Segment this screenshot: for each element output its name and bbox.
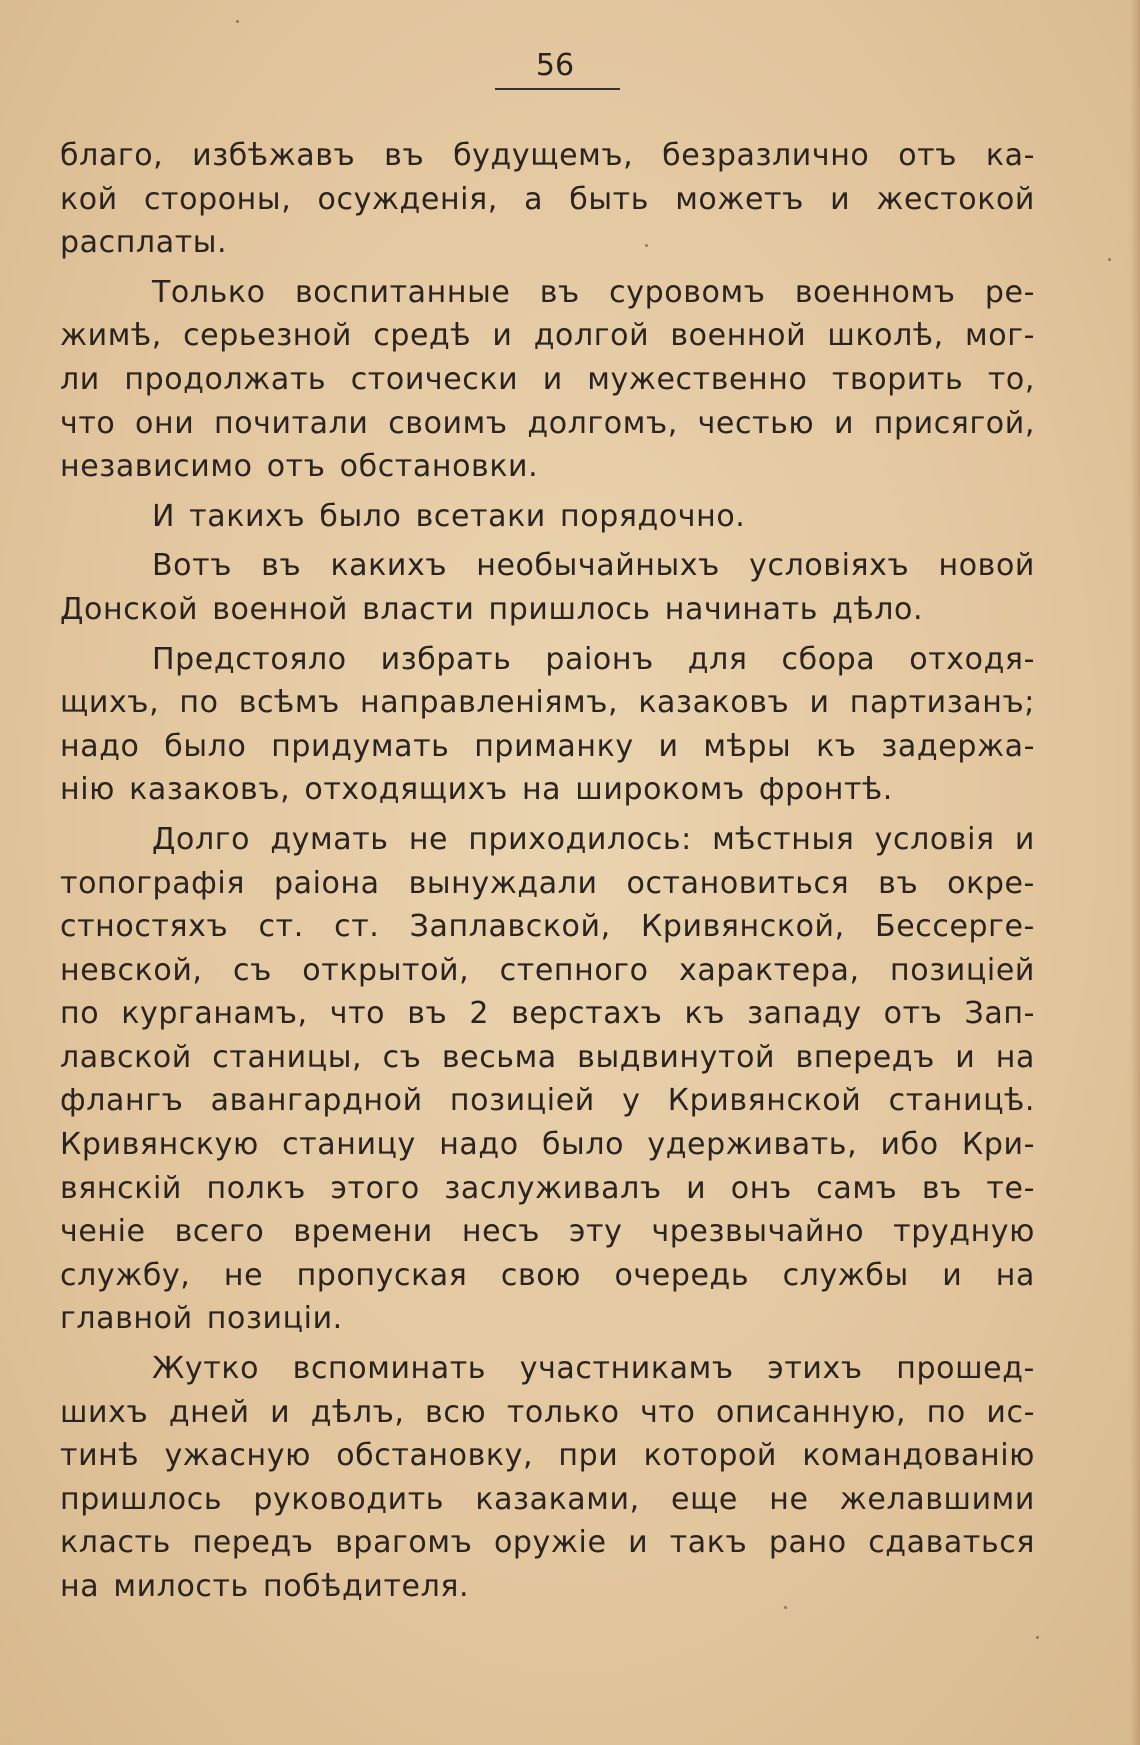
text-line: нію казаковъ, отходящихъ на широкомъ фронтѣ. — [60, 772, 893, 808]
text-line: топографія раіона вынуждали остановиться въ окре- — [60, 865, 1035, 901]
paragraph — [60, 818, 1035, 1341]
paragraph — [60, 134, 1035, 265]
paragraph — [60, 271, 1035, 489]
paper-speck — [645, 244, 648, 247]
text-line: вянскій полкъ этого заслуживалъ и онъ самъ въ те- — [60, 1170, 1035, 1206]
text-line: Долго думать не приходилось: мѣстныя условія и — [152, 821, 1035, 857]
text-line: шихъ дней и дѣлъ, всю только что описанную, по ис- — [60, 1394, 1035, 1430]
text-line: щихъ, по всѣмъ направленіямъ, казаковъ и партизанъ; — [60, 685, 1035, 721]
text-line: лавской станицы, съ весьма выдвинутой впередъ и на — [60, 1039, 1035, 1075]
text-line: жимѣ, серьезной средѣ и долгой военной школѣ, мог- — [60, 318, 1035, 354]
text-line: стностяхъ ст. ст. Заплавской, Кривянской, Бессерге- — [60, 909, 1035, 945]
text-line: благо, избѣжавъ въ будущемъ, безразлично отъ ка- — [60, 138, 1035, 173]
text-line: ли продолжать стоически и мужественно творить то, — [60, 361, 1035, 397]
text-line: Кривянскую станицу надо было удерживать, ибо Кри- — [60, 1127, 1035, 1163]
text-line: главной позиціи. — [60, 1301, 343, 1337]
page-number-rule — [495, 88, 620, 90]
paragraph — [60, 1347, 1035, 1609]
text-line: флангъ авангардной позиціей у Кривянской станицѣ. — [60, 1083, 1035, 1119]
page-number: 56 — [535, 48, 575, 83]
text-line: расплаты. — [60, 225, 228, 261]
text-line: Только воспитанные въ суровомъ военномъ ре- — [152, 274, 1035, 310]
text-line: что они почитали своимъ долгомъ, честью и присягой, — [60, 405, 1035, 441]
text-line: тинѣ ужасную обстановку, при которой командованію — [60, 1438, 1035, 1474]
paper-speck — [1108, 258, 1111, 261]
text-line: на милость побѣдителя. — [60, 1569, 470, 1604]
page-edge-shadow — [1130, 0, 1140, 1745]
text-line: службу, не пропуская свою очередь службы и на — [60, 1257, 1035, 1293]
text-line: ченіе всего времени несъ эту чрезвычайно трудную — [60, 1214, 1035, 1250]
paper-speck — [784, 1606, 787, 1609]
text-line: невской, съ открытой, степного характера, позиціей — [60, 952, 1035, 988]
text-line: класть передъ врагомъ оружіе и такъ рано сдаваться — [60, 1525, 1035, 1561]
text-line: пришлось руководить казаками, еще не желавшими — [60, 1481, 1035, 1517]
text-line: надо было придумать приманку и мѣры къ задержа- — [60, 728, 1035, 764]
paragraph — [60, 495, 1035, 539]
text-line: независимо отъ обстановки. — [60, 449, 539, 485]
text-line: И такихъ было всетаки порядочно. — [152, 498, 746, 534]
paper-speck — [1036, 1636, 1039, 1639]
paragraph — [60, 544, 1035, 631]
body-text — [60, 134, 1035, 1609]
paper-speck — [236, 20, 239, 23]
text-line: Предстояло избрать раіонъ для сбора отходя- — [152, 641, 1035, 677]
text-line: Вотъ въ какихъ необычайныхъ условіяхъ новой — [152, 548, 1035, 584]
text-line: кой стороны, осужденія, а быть можетъ и жестокой — [60, 181, 1035, 217]
text-line: Жутко вспоминать участникамъ этихъ прошед- — [152, 1351, 1035, 1387]
paragraph — [60, 638, 1035, 812]
text-line: по курганамъ, что въ 2 верстахъ къ западу отъ Зап- — [60, 996, 1035, 1032]
text-line: Донской военной власти пришлось начинать дѣло. — [60, 591, 924, 627]
